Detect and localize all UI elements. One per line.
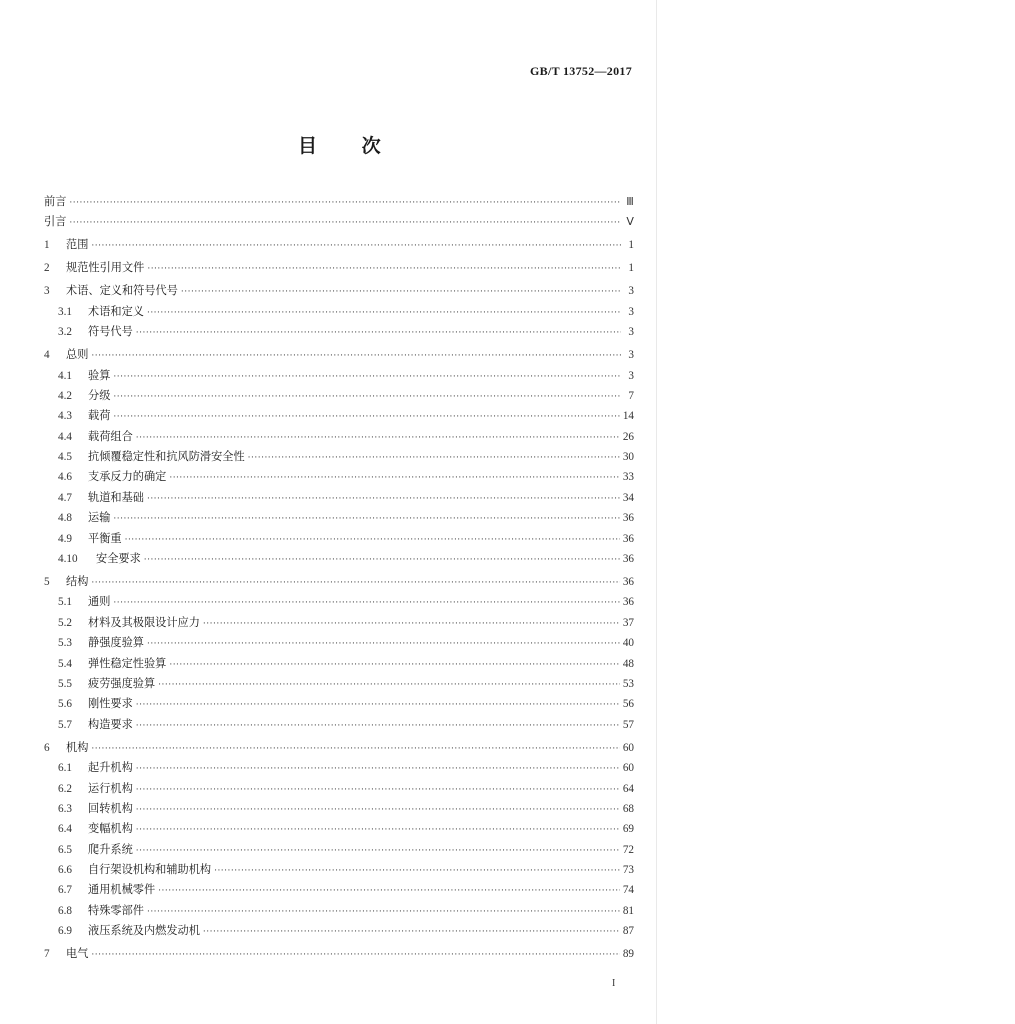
toc-entry[interactable]: [44, 779, 634, 799]
toc-entry-number: 4.5: [58, 451, 72, 464]
toc-entry-page: 36: [622, 553, 634, 566]
toc-entry-page: 64: [622, 782, 634, 795]
toc-entry[interactable]: [44, 488, 634, 508]
toc-entry-page: 53: [622, 677, 634, 690]
toc-entry-label: 抗倾覆稳定性和抗风防滑安全性: [88, 450, 245, 464]
toc-entry-page: Ⅴ: [626, 216, 634, 229]
toc-dot-leader: [91, 573, 619, 593]
toc-entry-page: 89: [622, 948, 634, 961]
toc-entry-number: 6.4: [58, 823, 72, 836]
toc-dot-leader: [147, 259, 621, 279]
toc-dot-leader: [147, 634, 620, 654]
toc-entry-label: 静强度验算: [88, 636, 144, 650]
toc-dot-leader: [113, 367, 621, 387]
toc-entry-label: 总则: [66, 348, 89, 362]
toc-entry[interactable]: [44, 840, 634, 860]
toc-dot-leader: [203, 922, 620, 942]
toc-dot-leader: [158, 881, 620, 901]
toc-entry-label: 运行机构: [88, 781, 133, 795]
toc-dot-leader: [203, 614, 620, 634]
toc-entry-number: 3.1: [58, 305, 72, 318]
blank-area: [657, 0, 1015, 1024]
toc-entry[interactable]: [44, 944, 634, 964]
toc-entry-label: 分级: [88, 388, 111, 402]
toc-entry-label: 载荷组合: [88, 429, 133, 443]
toc-entry-label: 通用机械零件: [88, 883, 156, 897]
toc-entry-number: 2: [44, 262, 50, 275]
toc-entry-label: 平衡重: [88, 531, 122, 545]
toc-entry[interactable]: [44, 281, 634, 301]
toc-entry[interactable]: [44, 654, 634, 674]
toc-entry[interactable]: [44, 258, 634, 278]
toc-entry-page: 3: [628, 349, 634, 362]
toc-entry-number: 4: [44, 349, 50, 362]
toc-entry[interactable]: [44, 345, 634, 365]
toc-entry-page: 72: [622, 843, 634, 856]
toc-dot-leader: [147, 902, 620, 922]
toc-entry-page: 37: [622, 616, 634, 629]
toc-entry-page: 68: [622, 802, 634, 815]
toc-dot-leader: [158, 675, 620, 695]
toc-entry[interactable]: [44, 406, 634, 426]
toc-entry-number: 7: [44, 948, 50, 961]
toc-entry-label: 爬升系统: [88, 842, 133, 856]
toc-entry-label: 机构: [66, 740, 89, 754]
toc-entry-label: 材料及其极限设计应力: [88, 615, 200, 629]
toc-entry-number: 6.7: [58, 884, 72, 897]
toc-dot-leader: [136, 820, 620, 840]
toc-entry[interactable]: [44, 212, 634, 232]
toc-entry-number: 6.9: [58, 925, 72, 938]
toc-entry-label: 支承反力的确定: [88, 470, 167, 484]
toc-entry-page: 36: [622, 532, 634, 545]
toc-entry-page: 69: [622, 823, 634, 836]
toc-dot-leader: [69, 193, 621, 213]
toc-entry-label: 弹性稳定性验算: [88, 656, 167, 670]
toc-dot-leader: [113, 387, 621, 407]
toc-entry[interactable]: [44, 674, 634, 694]
toc-entry-label: 液压系统及内燃发动机: [88, 924, 200, 938]
toc-entry[interactable]: [44, 508, 634, 528]
toc-dot-leader: [125, 530, 620, 550]
toc-entry-number: 4.8: [58, 512, 72, 525]
toc-entry-number: 5.5: [58, 677, 72, 690]
toc-entry-page: 40: [622, 637, 634, 650]
toc-dot-leader: [136, 759, 620, 779]
toc-dot-leader: [113, 509, 619, 529]
toc-entry-label: 范围: [66, 238, 89, 252]
toc-entry[interactable]: [44, 447, 634, 467]
toc-entry[interactable]: [44, 467, 634, 487]
toc-dot-leader: [136, 428, 620, 448]
toc-entry[interactable]: [44, 633, 634, 653]
toc-entry[interactable]: [44, 694, 634, 714]
toc-dot-leader: [136, 780, 620, 800]
page-number: I: [612, 978, 616, 989]
toc-dot-leader: [113, 593, 619, 613]
toc-entry-number: 6.3: [58, 802, 72, 815]
toc-entry[interactable]: [44, 901, 634, 921]
toc-entry[interactable]: [44, 758, 634, 778]
toc-entry-page: 1: [628, 239, 634, 252]
toc-entry[interactable]: [44, 592, 634, 612]
toc-entry[interactable]: [44, 613, 634, 633]
toc-dot-leader: [136, 800, 620, 820]
toc-entry-page: 3: [628, 305, 634, 318]
toc-entry-number: 5.7: [58, 718, 72, 731]
toc-entry[interactable]: [44, 322, 634, 342]
toc-entry[interactable]: [44, 386, 634, 406]
toc-entry-label: 符号代号: [88, 325, 133, 339]
toc-entry[interactable]: [44, 715, 634, 735]
toc-entry-page: 56: [622, 698, 634, 711]
toc-entry-number: 6.6: [58, 864, 72, 877]
toc-entry-page: 87: [622, 925, 634, 938]
toc-entry-label: 术语和定义: [88, 304, 144, 318]
toc-entry-label: 起升机构: [88, 761, 133, 775]
toc-dot-leader: [69, 213, 621, 233]
toc-entry-label: 变幅机构: [88, 822, 133, 836]
toc-entry-label: 回转机构: [88, 801, 133, 815]
toc-entry-number: 4.9: [58, 532, 72, 545]
toc-entry-label: 术语、定义和符号代号: [66, 284, 178, 298]
toc-entry-label: 规范性引用文件: [66, 261, 145, 275]
toc-entry-page: 60: [622, 762, 634, 775]
toc-dot-leader: [136, 841, 620, 861]
toc-entry-label: 引言: [44, 215, 67, 229]
toc-entry-label: 轨道和基础: [88, 490, 144, 504]
document-standard-number: GB/T 13752—2017: [530, 64, 632, 78]
toc-entry-page: 14: [622, 410, 634, 423]
toc-entry-page: 3: [628, 326, 634, 339]
toc-entry-number: 1: [44, 239, 50, 252]
toc-entry[interactable]: [44, 549, 634, 569]
toc-entry-page: 7: [628, 389, 634, 402]
toc-entry-label: 电气: [66, 947, 89, 961]
toc-entry-page: 26: [622, 430, 634, 443]
toc-entry-number: 6.2: [58, 782, 72, 795]
toc-entry-number: 4.3: [58, 410, 72, 423]
toc-entry-number: 5.1: [58, 596, 72, 609]
toc-entry-number: 5.6: [58, 698, 72, 711]
toc-entry[interactable]: [44, 921, 634, 941]
toc-dot-leader: [91, 739, 619, 759]
toc-dot-leader: [248, 448, 620, 468]
toc-entry-number: 4.10: [58, 553, 78, 566]
toc-entry-page: 34: [622, 491, 634, 504]
toc-dot-leader: [147, 489, 620, 509]
toc-entry-page: 3: [628, 285, 634, 298]
toc-entry-number: 4.7: [58, 491, 72, 504]
toc-entry-label: 结构: [66, 575, 89, 588]
toc-entry-number: 4.2: [58, 389, 72, 402]
toc-dot-leader: [169, 468, 619, 488]
toc-entry[interactable]: [44, 235, 634, 255]
toc-entry[interactable]: [44, 302, 634, 322]
toc-entry[interactable]: [44, 738, 634, 758]
toc-entry-page: 36: [622, 576, 634, 588]
toc-entry-page: 60: [622, 741, 634, 754]
toc-entry-number: 4.6: [58, 471, 72, 484]
toc-dot-leader: [113, 407, 619, 427]
toc-entry[interactable]: [44, 572, 634, 592]
toc-entry-number: 3: [44, 285, 50, 298]
toc-entry-page: 57: [622, 718, 634, 731]
toc-entry-label: 疲劳强度验算: [88, 676, 156, 690]
toc-entry-number: 6.1: [58, 762, 72, 775]
toc-entry-page: 3: [628, 369, 634, 382]
toc-entry-label: 自行架设机构和辅助机构: [88, 863, 212, 877]
toc-entry-label: 前言: [44, 195, 67, 208]
toc-dot-leader: [91, 945, 619, 965]
toc-entry-label: 安全要求: [96, 552, 141, 566]
toc-dot-leader: [91, 236, 621, 256]
toc-entry-label: 刚性要求: [88, 697, 133, 711]
toc-dot-leader: [214, 861, 620, 881]
toc-entry-page: 33: [622, 471, 634, 484]
toc-entry-page: 1: [628, 262, 634, 275]
toc-entry-number: 4.1: [58, 369, 72, 382]
toc-dot-leader: [147, 303, 621, 323]
toc-dot-leader: [144, 550, 620, 570]
table-of-contents: [44, 192, 634, 965]
toc-entry-page: 36: [622, 596, 634, 609]
toc-entry-number: 4.4: [58, 430, 72, 443]
toc-entry-page: 36: [622, 512, 634, 525]
toc-entry-label: 构造要求: [88, 717, 133, 731]
toc-entry-number: 5: [44, 576, 50, 588]
toc-dot-leader: [181, 282, 621, 302]
toc-entry-page: 81: [622, 904, 634, 917]
toc-entry-label: 特殊零部件: [88, 903, 144, 917]
toc-dot-leader: [169, 655, 619, 675]
toc-entry[interactable]: [44, 819, 634, 839]
toc-entry-page: 74: [622, 884, 634, 897]
toc-entry-page: 30: [622, 451, 634, 464]
toc-entry-page: 48: [622, 657, 634, 670]
toc-entry-number: 6: [44, 741, 50, 754]
toc-dot-leader: [91, 346, 621, 366]
toc-entry[interactable]: [44, 860, 634, 880]
toc-entry-page: 73: [622, 864, 634, 877]
page-title: 目 次: [298, 135, 383, 157]
toc-entry[interactable]: [44, 366, 634, 386]
toc-dot-leader: [136, 695, 620, 715]
toc-entry[interactable]: [44, 192, 634, 212]
toc-entry-number: 6.5: [58, 843, 72, 856]
toc-entry[interactable]: [44, 529, 634, 549]
toc-entry-number: 5.4: [58, 657, 72, 670]
toc-dot-leader: [136, 323, 621, 343]
toc-entry-number: 5.3: [58, 637, 72, 650]
toc-entry-number: 3.2: [58, 326, 72, 339]
toc-entry-page: Ⅲ: [626, 196, 634, 208]
toc-entry-number: 5.2: [58, 616, 72, 629]
toc-entry-label: 载荷: [88, 409, 111, 423]
toc-entry[interactable]: [44, 799, 634, 819]
toc-entry-number: 6.8: [58, 904, 72, 917]
toc-entry-label: 验算: [88, 368, 111, 382]
toc-dot-leader: [136, 716, 620, 736]
toc-entry[interactable]: [44, 427, 634, 447]
toc-entry[interactable]: [44, 880, 634, 900]
toc-entry-label: 运输: [88, 511, 111, 525]
toc-entry-label: 通则: [88, 595, 111, 609]
